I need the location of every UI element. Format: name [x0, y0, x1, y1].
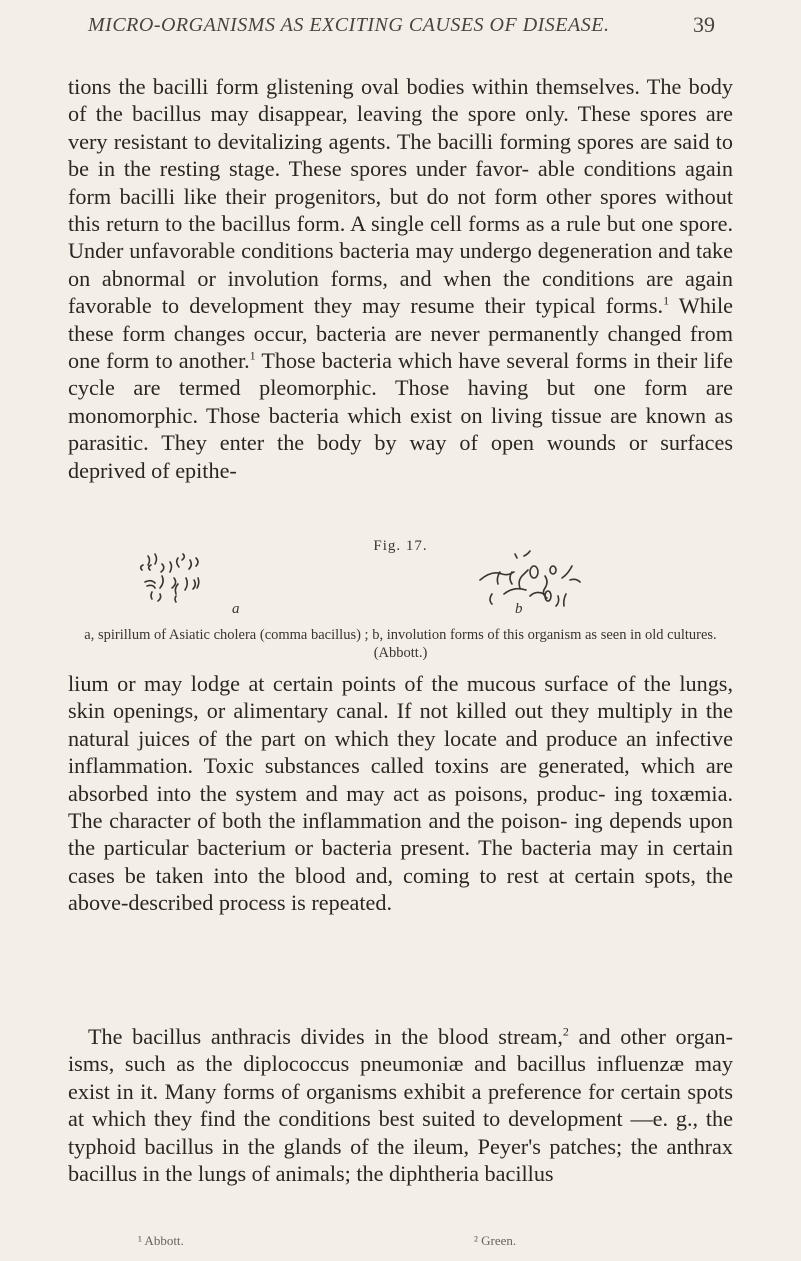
- paragraph-2: lium or may lodge at certain points of the mucous surface of the lungs, skin openings, or alimentary canal. If not killed out they multiply in the natural juices of the part on which they locate and produce an infective inflammation. Toxic substances called toxins are generated, which are absorbed into the system and may act as poisons, produc- ing toxæmia. The character of both the inflammation and the poison- ing depends upon the particular bacterium or bacteria present. The bacteria may in certain cases be taken into the blood and, coming to rest at certain spots, the above-described process is repeated.: [68, 671, 733, 916]
- paragraph-3: [68, 1023, 733, 1187]
- para3-text-a: The bacillus anthracis divides in the blood stream,: [88, 1024, 563, 1049]
- paragraph-1: [68, 73, 733, 484]
- page-number: 39: [693, 12, 715, 37]
- para1-text-a: tions the bacilli form glistening oval bodies within themselves. The body of the bacillus may disappear, leaving the spore only. These spores are very resistant to devitalizing agents. The bacilli forming spores are said to be in the resting stage. These spores under favor- able conditions again form bacilli like their progenitors, but do not form other spores without this return to the bacillus form. A single cell forms as a rule but one spore. Under unfavorable conditions bacteria may undergo degeneration and take on abnormal or involution forms, and when the conditions are again favorable to development they may resume their typical forms.: [68, 74, 733, 319]
- footnote-ref-2: 2: [562, 1024, 569, 1039]
- figure-label: Fig. 17.: [373, 538, 428, 554]
- footnote-ref-1b: 1: [249, 348, 256, 363]
- figure-caption: a, spirillum of Asiatic cholera (comma bacillus) ; b, involution forms of this organism as seen in old cultures. (Abbott.): [84, 627, 717, 661]
- figure-letter-b: b: [515, 601, 523, 617]
- para1-text-c: Those bacteria which have several forms in their life cycle are termed pleomorphic. Those having but one form are monomorphic. Those bacteria which exist on living tissue are known as parasitic. They enter the body by way of open wounds or surfaces deprived of epithe-: [68, 348, 733, 483]
- running-head: MICRO-ORGANISMS AS EXCITING CAUSES OF DISEASE.: [88, 14, 610, 36]
- para1-text-b: While these form changes occur, bacteria are never permanently changed from one form to another.: [68, 293, 733, 374]
- involution-forms-drawing: [480, 551, 580, 606]
- footnote-1: ¹ Abbott.: [138, 1233, 184, 1248]
- footnote-ref-1: 1: [663, 293, 670, 308]
- figure-drawing: [0, 550, 801, 610]
- spirillum-drawing: [141, 554, 199, 602]
- figure-letter-a: a: [232, 601, 240, 617]
- footnote-2: ² Green.: [474, 1233, 517, 1248]
- para3-text-b: and other organ- isms, such as the diplococcus pneumoniæ and bacillus influenzæ may exist in it. Many forms of organisms exhibit a preference for certain spots at which they find the conditions best suited to development —e. g., the typhoid bacillus in the glands of the ileum, Peyer's patches; the anthrax bacillus in the lungs of animals; the diphtheria bacillus: [68, 1024, 733, 1187]
